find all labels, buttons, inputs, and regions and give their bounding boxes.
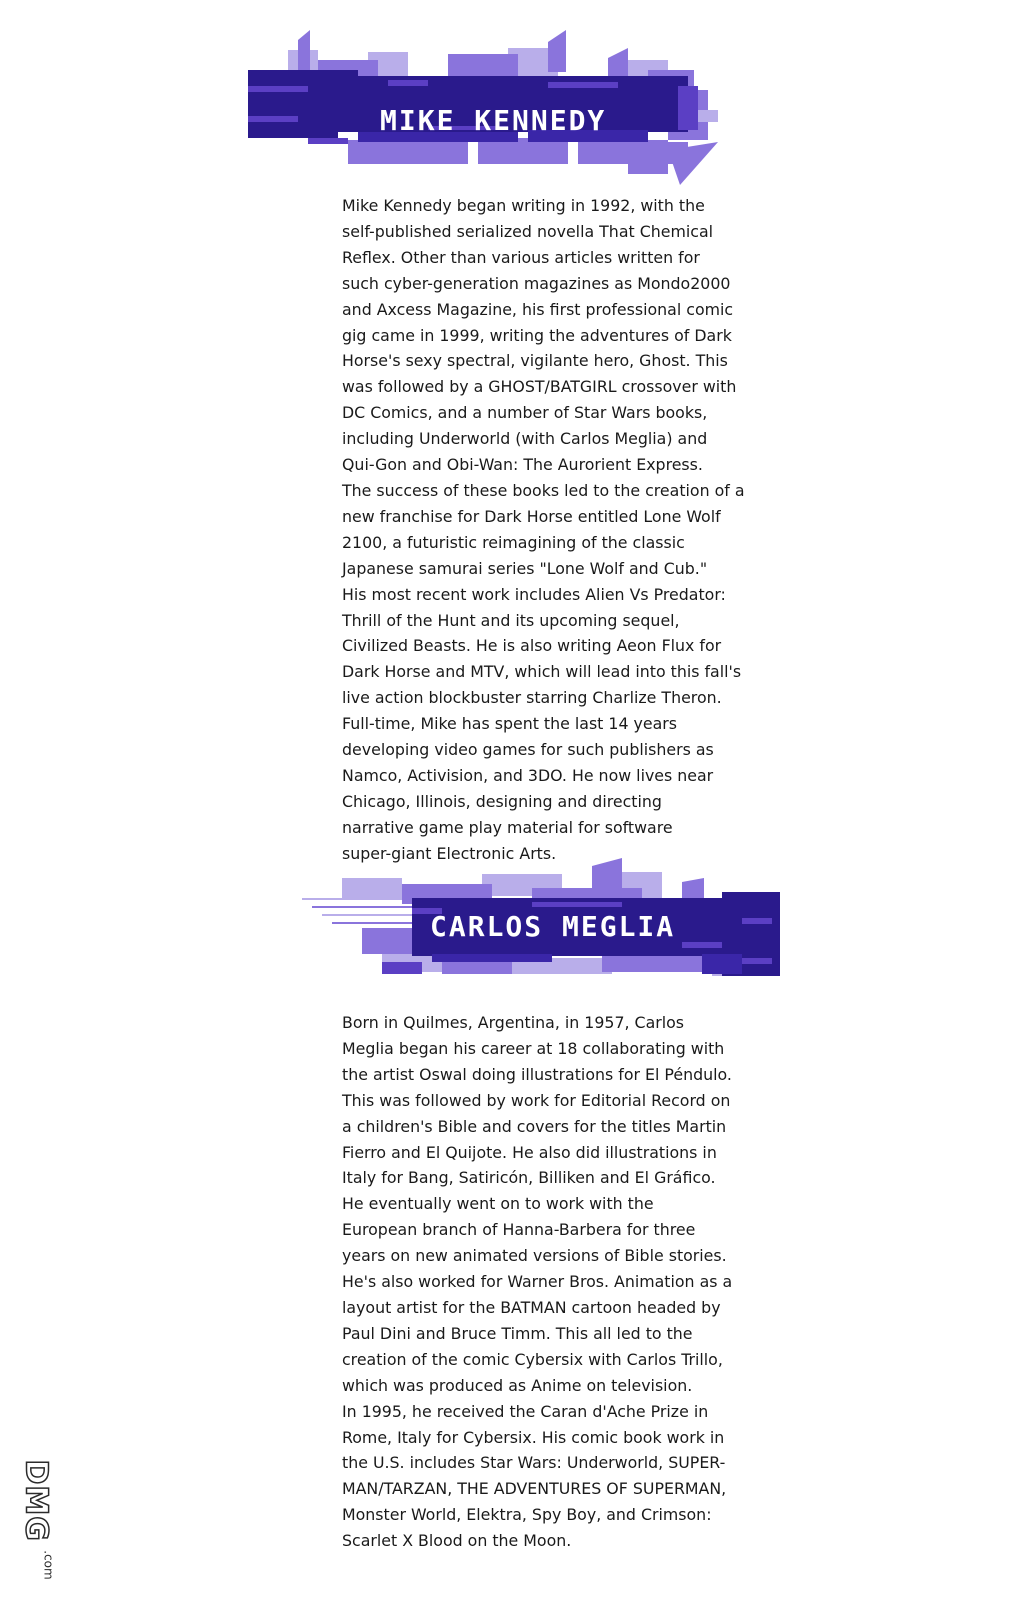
watermark-logo [12,1448,60,1594]
bio-line: His most recent work includes Alien Vs Predator: [342,584,726,604]
bio-line: super-giant Electronic Arts. [342,843,557,863]
bio-line: MAN/TARZAN, THE ADVENTURES OF SUPERMAN, [342,1479,727,1499]
watermark-domain: .com [41,1550,56,1580]
bio-line: and Axcess Magazine, his first professional comic [342,299,734,319]
bio-mike-kennedy [342,193,745,867]
bio-line: Namco, Activision, and 3DO. He now lives near [342,765,714,785]
bio-line: Chicago, Illinois, designing and directing [342,791,662,811]
bio-line: self-published serialized novella That Chemical [342,221,714,241]
bio-line: new franchise for Dark Horse entitled Lone Wolf [342,506,721,526]
bio-line: Meglia began his career at 18 collaborating with [342,1038,725,1058]
bio-line: including Underworld (with Carlos Meglia) and [342,429,708,449]
bio-line: The success of these books led to the creation of a [342,480,745,500]
bio-line: years on new animated versions of Bible stories. [342,1246,727,1266]
dmzj-logo-icon: DMG [18,1459,54,1542]
bio-line: was followed by a GHOST/BATGIRL crossover with [342,377,737,397]
bio-line: the U.S. includes Star Wars: Underworld, SUPER- [342,1453,726,1473]
bio-line: Rome, Italy for Cybersix. His comic book work in [342,1427,725,1447]
bio-carlos-meglia [342,1010,742,1554]
bio-line: which was produced as Anime on television. [342,1375,693,1395]
bio-line: DC Comics, and a number of Star Wars books, [342,403,708,423]
bio-line: Japanese samurai series "Lone Wolf and Cub." [342,558,708,578]
bio-line: Civilized Beasts. He is also writing Aeon Flux for [342,636,722,656]
bio-line: This was followed by work for Editorial Record on [342,1090,731,1110]
bio-line: 2100, a futuristic reimagining of the classic [342,532,685,552]
bio-line: gig came in 1999, writing the adventures of Dark [342,325,732,345]
bio-line: Dark Horse and MTV, which will lead into this fall's [342,662,742,682]
bio-line: the artist Oswal doing illustrations for El Péndulo. [342,1064,732,1084]
bio-line: live action blockbuster starring Charlize Theron. [342,688,722,708]
bio-line: Monster World, Elektra, Spy Boy, and Crimson: [342,1505,712,1525]
bio-line: layout artist for the BATMAN cartoon headed by [342,1297,721,1317]
bio-line: Italy for Bang, Satiricón, Billiken and El Gráfico. [342,1168,716,1188]
section-title-carlos-meglia: CARLOS MEGLIA [430,910,676,943]
bio-line: He's also worked for Warner Bros. Animation as a [342,1272,733,1292]
bio-line: Fierro and El Quijote. He also did illustrations in [342,1142,717,1162]
bio-line: Mike Kennedy began writing in 1992, with the [342,196,705,215]
bio-line: Horse's sexy spectral, vigilante hero, Ghost. This [342,351,728,371]
bio-line: European branch of Hanna-Barbera for three [342,1220,696,1240]
bio-line: narrative game play material for software [342,817,673,837]
bio-line: Scarlet X Blood on the Moon. [342,1531,572,1551]
bio-line: Reflex. Other than various articles written for [342,247,700,267]
bio-line: He eventually went on to work with the [342,1194,654,1214]
banner-mike-kennedy [248,30,738,190]
bio-line: such cyber-generation magazines as Mondo2000 [342,273,731,293]
bio-line: creation of the comic Cybersix with Carlos Trillo, [342,1349,723,1369]
banner-carlos-meglia [302,858,780,1002]
bio-line: a children's Bible and covers for the titles Martin [342,1116,727,1136]
bio-line: Full-time, Mike has spent the last 14 years [342,714,677,734]
bio-line: In 1995, he received the Caran d'Ache Prize in [342,1401,709,1421]
bio-line: developing video games for such publishers as [342,740,714,760]
bio-line: Thrill of the Hunt and its upcoming sequel, [342,610,680,630]
section-title-mike-kennedy: MIKE KENNEDY [380,104,607,137]
bio-line: Paul Dini and Bruce Timm. This all led to the [342,1323,693,1343]
bio-line: Qui-Gon and Obi-Wan: The Aurorient Express. [342,455,703,475]
bio-line: Born in Quilmes, Argentina, in 1957, Carlos [342,1013,685,1032]
